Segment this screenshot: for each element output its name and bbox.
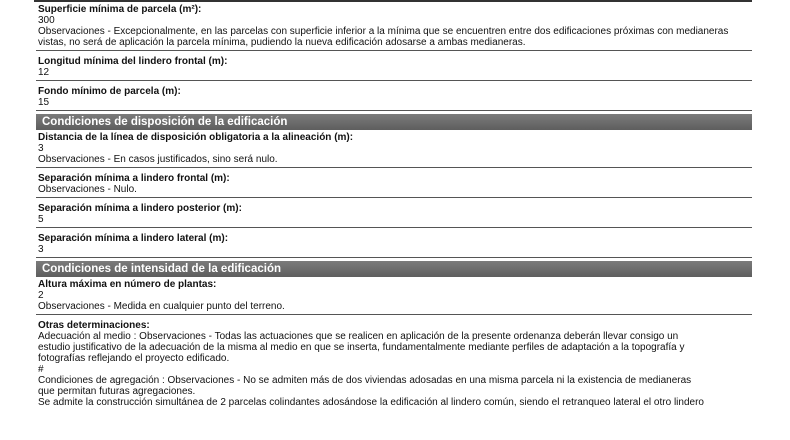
field-observation: Observaciones - Excepcionalmente, en las parcelas con superficie inferior a la mínima que se encuentren entre dos edificaciones próximas con medianeras vistas, no será de aplicación la parcela mínima, pudiendo la nueva edificación adosarse a ambas medianeras. [38,26,729,48]
field-observation: Observaciones - En casos justificados, sino será nulo. [38,154,278,165]
field-label: Fondo mínimo de parcela (m): [38,86,181,97]
otras-text-line: estudio justificativo de la adecuación de la misma al medio en que se inserta, fundamentalmente mediante perfiles de adaptación a la topografía y [38,342,685,353]
field-separacion-lindero-frontal [36,173,752,198]
field-label: Separación mínima a lindero posterior (m): [38,203,242,214]
otras-text-line: Se admite la construcción simultánea de 2 parcelas colindantes adosándose la edificación al lindero común, siendo el retranqueo lateral el otro lindero [38,397,704,408]
field-value: 2 [38,290,44,301]
field-superficie-minima [36,4,752,51]
field-value: 3 [38,244,44,255]
field-observation: Observaciones - Medida en cualquier punto del terreno. [38,301,285,312]
field-value: 300 [38,15,55,26]
otras-text-line: Adecuación al medio : Observaciones - Todas las actuaciones que se realicen en aplicación de la presente ordenanza deberán llevar consigo un [38,331,679,342]
section-header-disposicion: Condiciones de disposición de la edificación [36,114,752,130]
field-label: Distancia de la línea de disposición obligatoria a la alineación (m): [38,132,354,143]
field-value: 15 [38,97,50,108]
field-value: 12 [38,67,50,78]
otras-separator: # [38,364,44,375]
section-header-intensidad: Condiciones de intensidad de la edificación [36,261,752,277]
ordinance-content [36,4,752,408]
field-distancia-linea-disposicion [36,132,752,168]
field-observation: Observaciones - Nulo. [38,184,137,195]
field-label: Separación mínima a lindero frontal (m): [38,173,230,184]
otras-determinaciones [36,320,752,408]
top-divider [34,0,752,2]
field-altura-maxima-plantas [36,279,752,315]
otras-text-line: fotografías reflejando el proyecto edificado. [38,353,230,364]
field-value: 5 [38,214,44,225]
otras-text-line: que permitan futuras agregaciones. [38,386,196,397]
field-label: Longitud mínima del lindero frontal (m): [38,56,228,67]
otras-text-line: Condiciones de agregación : Observaciones - No se admiten más de dos viviendas adosadas en una misma parcela ni la existencia de medianeras [38,375,692,386]
field-label: Altura máxima en número de plantas: [38,279,217,290]
field-separacion-lindero-lateral [36,233,752,258]
field-fondo-minimo [36,86,752,111]
field-longitud-lindero-frontal [36,56,752,81]
otras-label: Otras determinaciones: [38,320,150,331]
field-separacion-lindero-posterior [36,203,752,228]
field-label: Separación mínima a lindero lateral (m): [38,233,229,244]
field-value: 3 [38,143,44,154]
field-label: Superficie mínima de parcela (m²): [38,4,202,15]
